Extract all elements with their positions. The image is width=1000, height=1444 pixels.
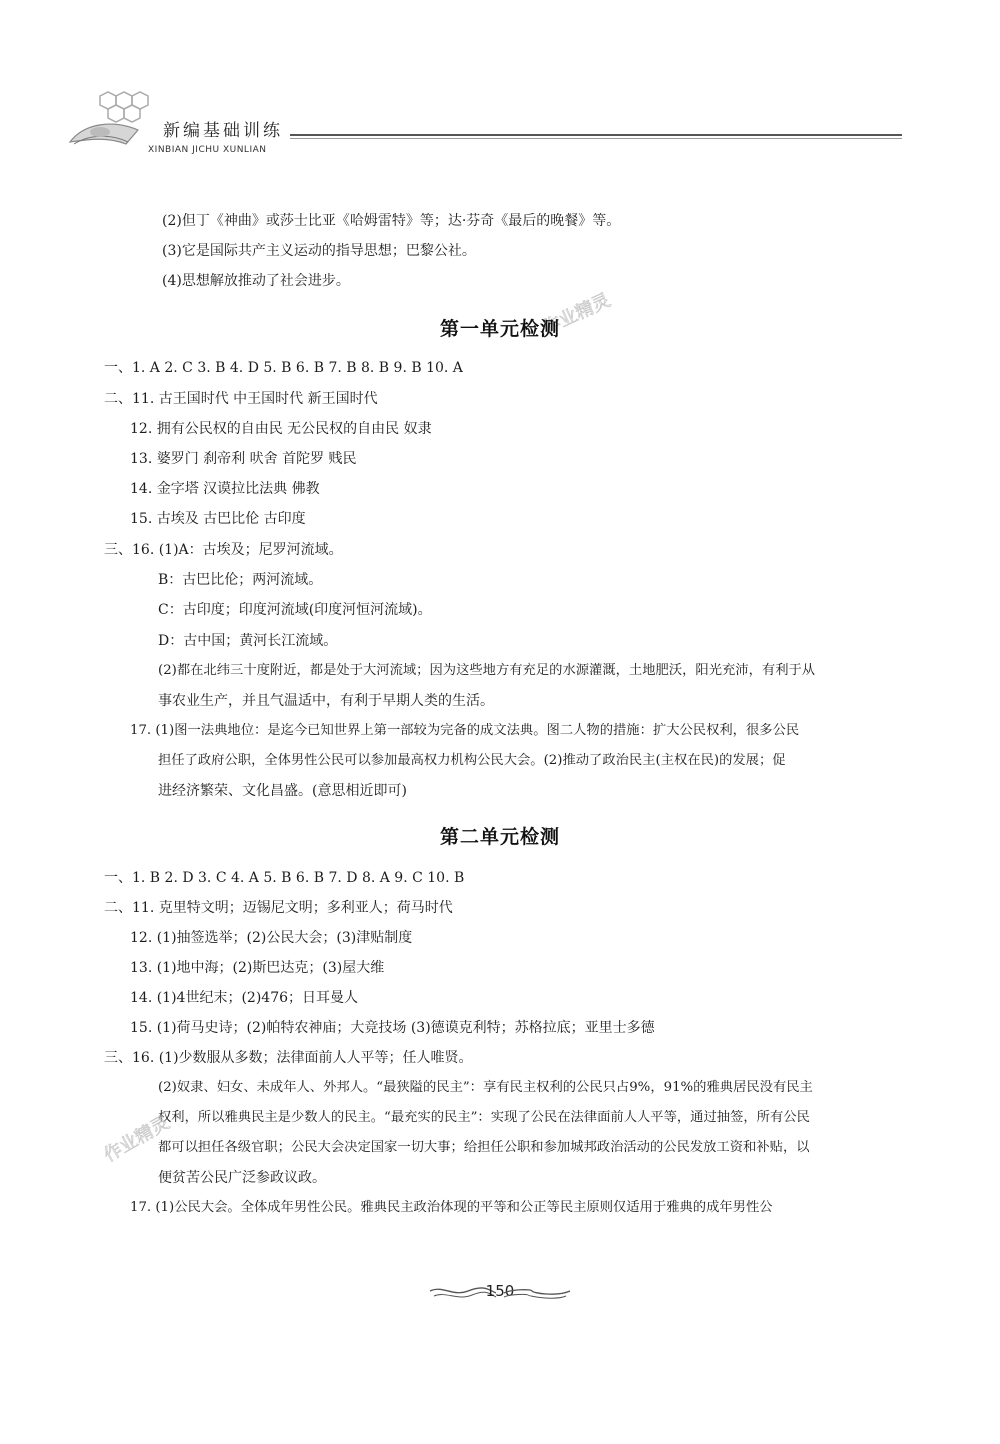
wave-ornament-right-icon [502,1285,572,1301]
answer-line: 都可以担任各级官职；公民大会决定国家一切大事；给担任公职和参加城邦政治活动的公民发放工资和补贴，以 [158,1140,810,1155]
answer-line: 担任了政府公职，全体男性公民可以参加最高权力机构公民大会。(2)推动了政治民主(主权在民)的发展；促 [158,753,786,768]
unit2-title: 第二单元检测 [439,826,560,848]
page-header [0,0,1000,170]
answer-line: (2)都在北纬三十度附近，都是处于大河流域；因为这些地方有充足的水源灌溉，土地肥沃，阳光充沛，有利于从 [158,663,816,678]
series-title: 新编基础训练 [163,121,283,141]
answer-line: 15. (1)荷马史诗；(2)帕特农神庙；大竞技场 (3)德谟克利特；苏格拉底；亚里士多德 [130,1020,655,1036]
header-rule-thin [290,138,902,139]
answer-line: (2)但丁《神曲》或莎士比亚《哈姆雷特》等；达·芬奇《最后的晚餐》等。 [162,213,621,229]
answer-line: 13. (1)地中海；(2)斯巴达克；(3)屋大维 [130,960,385,976]
watermark: 作业精灵 [539,289,614,340]
answer-line: 14. (1)4世纪末；(2)476；日耳曼人 [130,990,359,1006]
watermark: 作业精灵 [100,1112,174,1167]
answer-line: 事农业生产，并且气温适中，有利于早期人类的生活。 [158,693,494,709]
answer-line: (3)它是国际共产主义运动的指导思想；巴黎公社。 [162,243,476,259]
answer-line: 进经济繁荣、文化昌盛。(意思相近即可) [158,783,407,799]
page-number: 150 [485,1282,515,1300]
header-rule [290,134,902,136]
answer-line: 二、11. 古王国时代 中王国时代 新王国时代 [104,391,378,407]
answer-line: 15. 古埃及 古巴比伦 古印度 [130,511,306,527]
answer-line: (4)思想解放推动了社会进步。 [162,273,350,289]
answer-line: B：古巴比伦；两河流域。 [158,572,323,588]
answer-line: 14. 金字塔 汉谟拉比法典 佛教 [130,481,320,497]
answer-line: 12. 拥有公民权的自由民 无公民权的自由民 奴隶 [130,421,432,437]
answer-line: C：古印度；印度河流域(印度河恒河流域)。 [158,602,432,618]
answer-line: 三、16. (1)少数服从多数；法律面前人人平等；任人唯贤。 [104,1050,473,1066]
answer-line: 二、11. 克里特文明；迈锡尼文明；多利亚人；荷马时代 [104,900,453,916]
answer-line: 17. (1)公民大会。全体成年男性公民。雅典民主政治体现的平等和公正等民主原则仅适用于雅典的成年男性公 [130,1200,773,1215]
unit1-title: 第一单元检测 [439,318,560,340]
answer-line: 一、1. B 2. D 3. C 4. A 5. B 6. B 7. D 8. A 9. C 10. B [104,870,465,886]
answer-line: D：古中国；黄河长江流域。 [158,633,338,649]
answer-line: 权利，所以雅典民主是少数人的民主。“最充实的民主”：实现了公民在法律面前人人平等，通过抽签，所有公民 [158,1110,810,1125]
answer-line: (2)奴隶、妇女、未成年人、外邦人。“最狭隘的民主”：享有民主权利的公民只占9%，91%的雅典居民没有民主 [158,1080,813,1095]
answer-line: 17. (1)图一法典地位：是迄今已知世界上第一部较为完备的成文法典。图二人物的措施：扩大公民权利，很多公民 [130,723,800,738]
answer-line: 12. (1)抽签选举；(2)公民大会；(3)津贴制度 [130,930,413,946]
answer-line: 一、1. A 2. C 3. B 4. D 5. B 6. B 7. B 8. B 9. B 10. A [104,360,463,376]
answer-line: 13. 婆罗门 刹帝利 吠舍 首陀罗 贱民 [130,451,357,467]
series-pinyin: XINBIAN JICHU XUNLIAN [148,145,267,155]
answer-line: 三、16. (1)A：古埃及；尼罗河流域。 [104,542,343,558]
answer-line: 便贫苦公民广泛参政议政。 [158,1170,326,1186]
book-hexagon-logo-icon [60,84,160,154]
